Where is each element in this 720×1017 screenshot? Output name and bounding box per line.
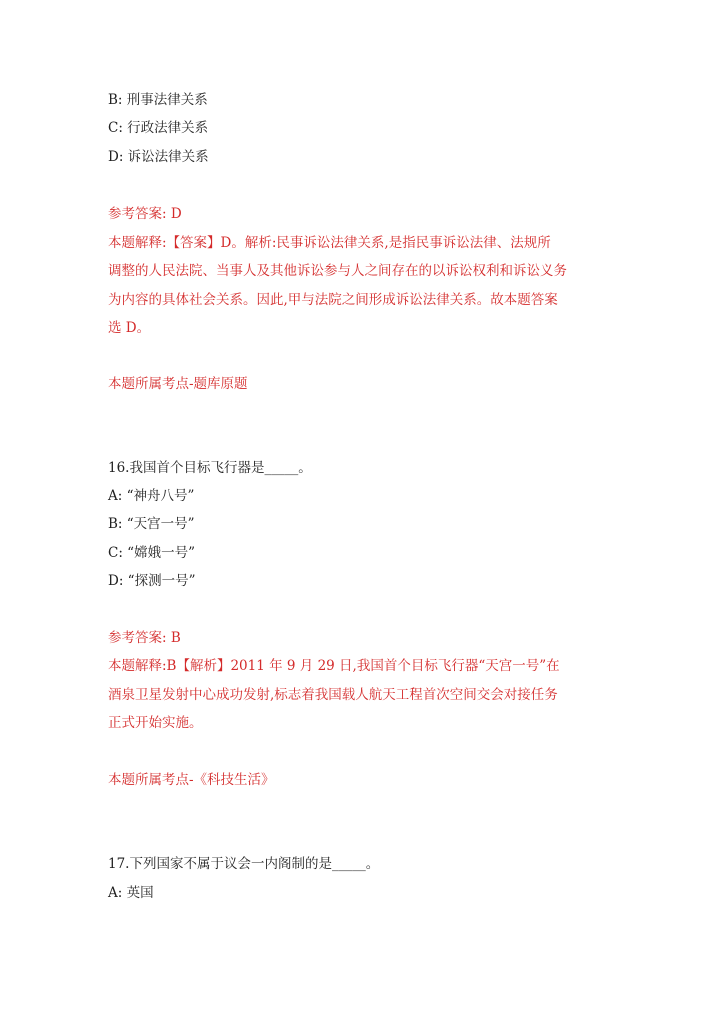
q15-explanation-line-1: 本题解释:【答案】D。解析:民事诉讼法律关系,是指民事诉讼法律、法规所 (108, 235, 551, 251)
q15-topic: 本题所属考点-题库原题 (108, 376, 248, 392)
q16-option-d: D: “探测一号” (108, 573, 196, 589)
q16-explanation-line-1: 本题解释:B【解析】2011 年 9 月 29 日,我国首个目标飞行器“天宫一号”在 (108, 658, 560, 674)
q16-question: 16.我国首个目标飞行器是_____。 (108, 460, 312, 476)
q16-explanation-line-2: 酒泉卫星发射中心成功发射,标志着我国载人航天工程首次空间交会对接任务 (108, 687, 558, 703)
q15-answer: 参考答案: D (108, 206, 182, 222)
q17-option-a: A: 英国 (108, 885, 154, 901)
q17-question: 17.下列国家不属于议会一内阁制的是_____。 (108, 856, 380, 872)
q16-topic: 本题所属考点-《科技生活》 (108, 772, 275, 788)
q15-explanation-line-4: 选 D。 (108, 320, 151, 336)
q16-explanation-line-3: 正式开始实施。 (108, 715, 203, 731)
q16-answer: 参考答案: B (108, 630, 181, 646)
q16-option-c: C: “嫦娥一号” (108, 545, 195, 561)
q15-option-b: B: 刑事法律关系 (108, 92, 208, 108)
q15-explanation-line-3: 为内容的具体社会关系。因此,甲与法院之间形成诉讼法律关系。故本题答案 (108, 292, 558, 308)
q16-option-a: A: “神舟八号” (108, 488, 195, 504)
q15-option-c: C: 行政法律关系 (108, 120, 209, 136)
q16-option-b: B: “天宫一号” (108, 516, 195, 532)
q15-option-d: D: 诉讼法律关系 (108, 149, 209, 165)
q15-explanation-line-2: 调整的人民法院、当事人及其他诉讼参与人之间存在的以诉讼权利和诉讼义务 (108, 263, 567, 279)
